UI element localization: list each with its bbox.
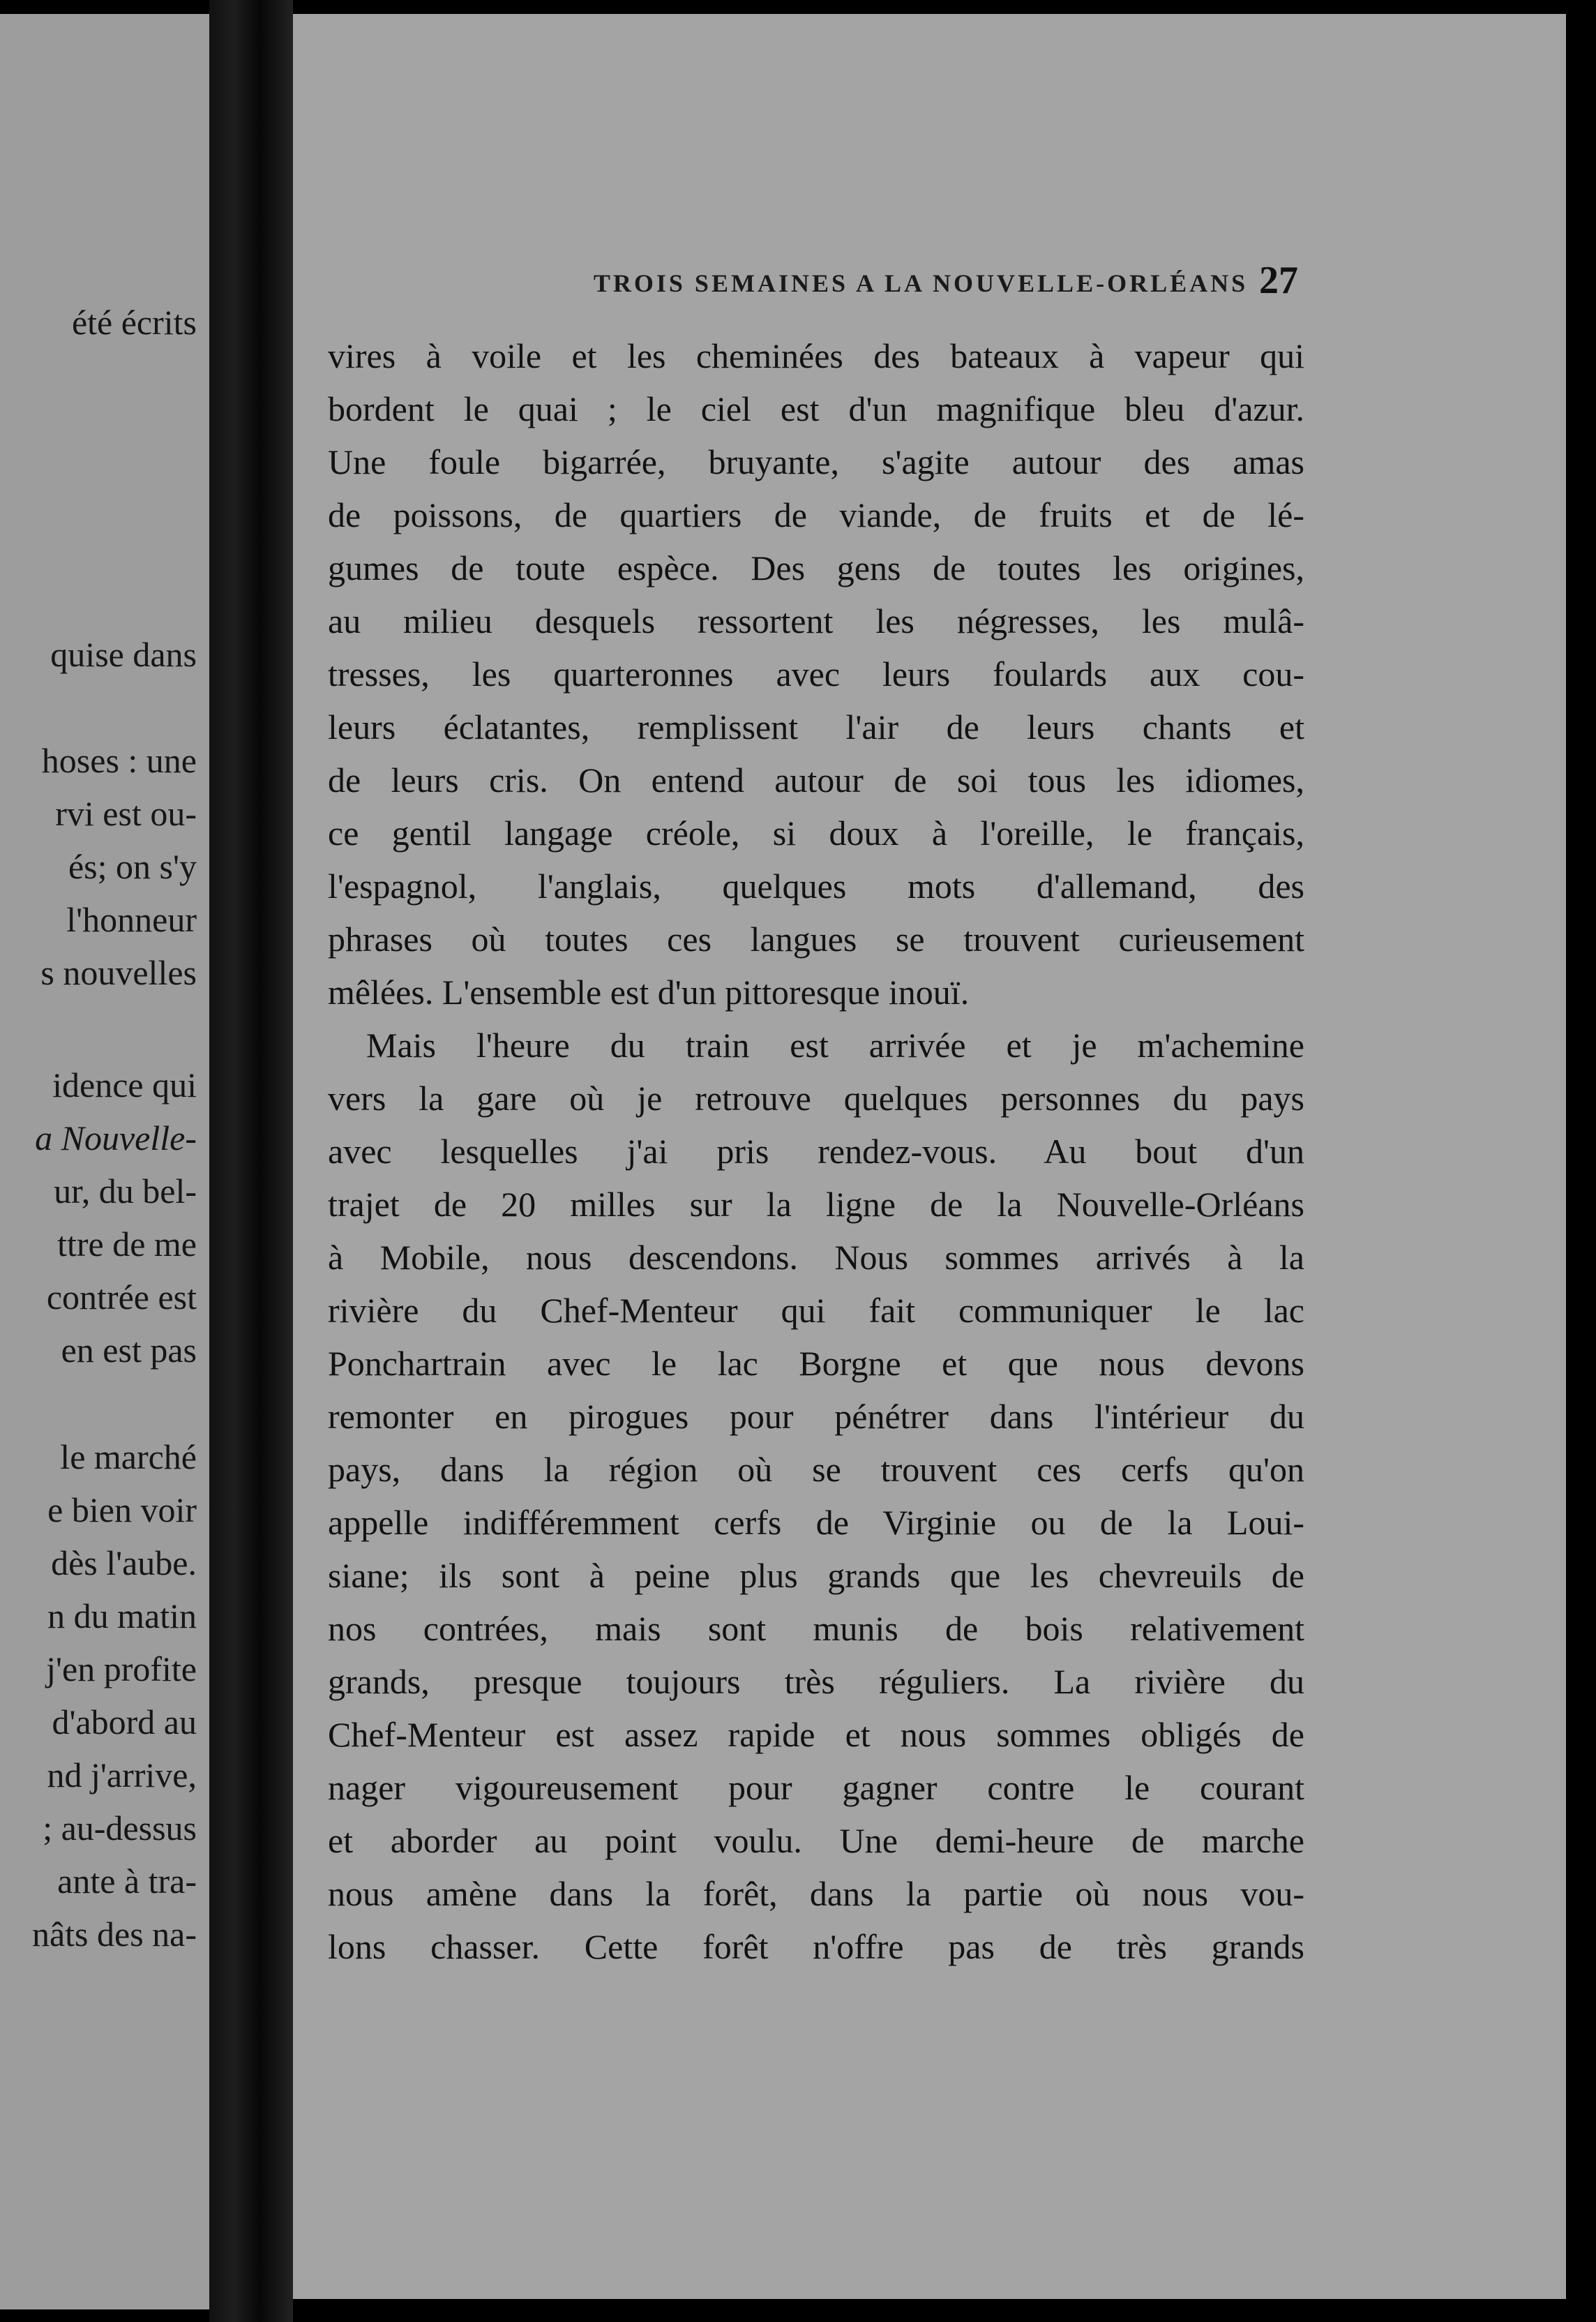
left-line: j'en profite — [46, 1649, 197, 1688]
text-line: et aborder au point voulu. Une demi-heure de marche — [328, 1821, 1304, 1860]
text-line: Chef-Menteur est assez rapide et nous sommes obligés de — [328, 1715, 1304, 1754]
text-line: phrases où toutes ces langues se trouvent curieusement — [328, 920, 1304, 959]
left-line: l'honneur — [66, 900, 197, 939]
left-line: en est pas — [61, 1331, 197, 1370]
left-line: a Nouvelle- — [35, 1118, 197, 1158]
left-line: hoses : une — [41, 741, 197, 780]
text-line: trajet de 20 milles sur la ligne de la Nouvelle-Orléans — [328, 1185, 1304, 1224]
text-line: avec lesquelles j'ai pris rendez-vous. Au bout d'un — [328, 1132, 1304, 1171]
left-line: nâts des na- — [31, 1915, 197, 1954]
running-head: TROIS SEMAINES A LA NOUVELLE-ORLÉANS — [593, 269, 1249, 297]
text-line: siane; ils sont à peine plus grands que les chevreuils de — [328, 1556, 1304, 1595]
text-line: bordent le quai ; le ciel est d'un magnifique bleu d'azur. — [328, 389, 1304, 428]
left-line: d'abord au — [52, 1702, 197, 1742]
text-line: de leurs cris. On entend autour de soi tous les idiomes, — [328, 761, 1304, 800]
text-line: de poissons, de quartiers de viande, de fruits et de lé- — [328, 495, 1304, 534]
text-line: à Mobile, nous descendons. Nous sommes arrivés à la — [328, 1238, 1304, 1277]
left-line: été écrits — [71, 303, 197, 342]
text-line: Ponchartrain avec le lac Borgne et que nous devons — [328, 1344, 1304, 1383]
text-line: grands, presque toujours très réguliers. La rivière du — [328, 1662, 1304, 1701]
page-number: 27 — [1259, 259, 1298, 302]
left-line: contrée est — [46, 1278, 197, 1317]
text-line: Mais l'heure du train est arrivée et je m'achemine — [366, 1026, 1304, 1065]
left-line: dès l'aube. — [51, 1543, 197, 1582]
text-line: appelle indifféremment cerfs de Virginie ou de la Loui- — [328, 1503, 1304, 1542]
text-line: tresses, les quarteronnes avec leurs foulards aux cou- — [328, 654, 1304, 694]
left-line: quise dans — [50, 635, 197, 674]
text-line: nous amène dans la forêt, dans la partie où nous vou- — [328, 1874, 1304, 1913]
left-line: ur, du bel- — [54, 1171, 197, 1211]
left-line: ttre de me — [57, 1224, 197, 1264]
text-line: mêlées. L'ensemble est d'un pittoresque inouï. — [328, 973, 970, 1012]
text-line: Une foule bigarrée, bruyante, s'agite autour des amas — [328, 442, 1304, 481]
text-line: pays, dans la région où se trouvent ces cerfs qu'on — [328, 1450, 1304, 1489]
text-line: gumes de toute espèce. Des gens de toutes les origines, — [328, 548, 1304, 587]
left-line: és; on s'y — [68, 847, 197, 886]
text-line: nos contrées, mais sont munis de bois relativement — [328, 1609, 1304, 1648]
text-line: rivière du Chef-Menteur qui fait communiquer le lac — [328, 1291, 1304, 1330]
left-line: ; au-dessus — [43, 1808, 197, 1848]
text-line: vires à voile et les cheminées des bateaux à vapeur qui — [328, 336, 1304, 375]
text-line: vers la gare où je retrouve quelques personnes du pays — [328, 1079, 1304, 1118]
book-gutter — [209, 0, 293, 2322]
scan-border — [1566, 0, 1596, 2322]
left-line: e bien voir — [47, 1490, 197, 1529]
left-line: s nouvelles — [40, 953, 197, 992]
left-line: le marché — [60, 1437, 197, 1476]
left-line: idence qui — [52, 1065, 197, 1104]
text-line: l'espagnol, l'anglais, quelques mots d'allemand, des — [328, 867, 1304, 906]
left-line: rvi est ou- — [55, 794, 197, 833]
right-page — [293, 14, 1566, 2299]
left-line: ante à tra- — [57, 1862, 197, 1901]
text-line: leurs éclatantes, remplissent l'air de leurs chants et — [328, 707, 1304, 747]
left-line: nd j'arrive, — [47, 1755, 197, 1795]
text-line: nager vigoureusement pour gagner contre le courant — [328, 1768, 1304, 1807]
text-line: au milieu desquels ressortent les négresses, les mulâ- — [328, 601, 1304, 641]
text-line: lons chasser. Cette forêt n'offre pas de très grands — [328, 1927, 1304, 1966]
text-line: ce gentil langage créole, si doux à l'oreille, le français, — [328, 814, 1304, 853]
left-page-fragment — [0, 14, 209, 2309]
text-line: remonter en pirogues pour pénétrer dans l'intérieur du — [328, 1397, 1304, 1436]
left-line: n du matin — [47, 1596, 197, 1635]
